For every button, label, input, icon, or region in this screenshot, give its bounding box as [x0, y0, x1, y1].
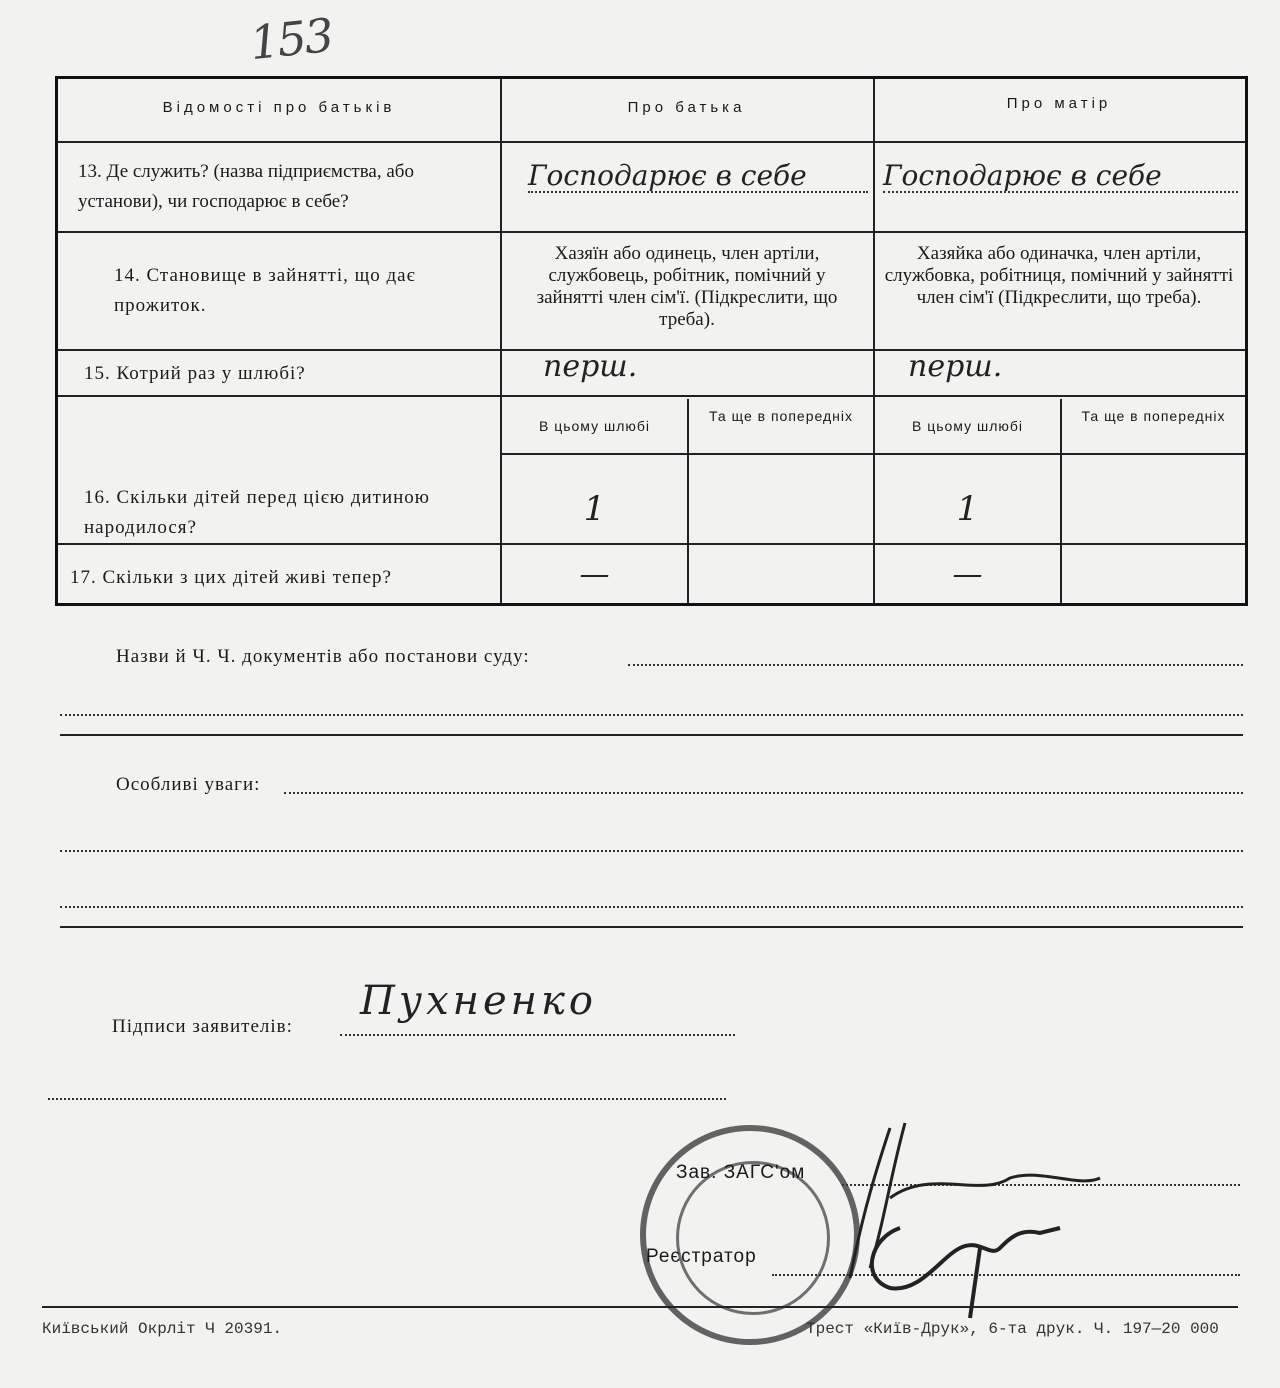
q15-question — [84, 359, 484, 389]
parents-info-table — [55, 76, 1248, 606]
row-divider-16 — [58, 543, 1245, 545]
documents-label: Назви й Ч. Ч. документів або постанови суду: — [116, 646, 530, 667]
documents-field[interactable] — [628, 664, 1243, 666]
q16-mother-this-value: 1 — [956, 489, 979, 529]
remarks-rule — [60, 926, 1243, 928]
q13-text: Де служить? (назва підприємства, або установи), чи господарює в себе? — [78, 161, 414, 212]
q14-question — [114, 261, 474, 321]
archive-number: 153 — [247, 7, 335, 71]
col-divider-mother-sub — [1060, 399, 1062, 603]
remarks-field[interactable] — [284, 792, 1243, 794]
q15-father-answer: перш. — [543, 349, 638, 384]
q16-text: Скільки дітей перед цією дитиною народилося? — [84, 487, 430, 538]
q16-father-sub-previous: Та ще в попередніх — [709, 408, 853, 424]
remarks-field-line-3[interactable] — [60, 906, 1243, 908]
zags-head-label: Зав. ЗАГС'ом — [676, 1162, 806, 1183]
q14-mother-options: Хазяйка або одиначка, член артіли, службовка, робітниця, помічний у зайнятті член сім'ї (Підкреслити, що треба). — [884, 243, 1234, 308]
signatures-field-line-2[interactable] — [48, 1098, 726, 1100]
q17-mother-this-value: — — [952, 557, 983, 592]
q17-text: Скільки з цих дітей живі тепер? — [102, 567, 392, 588]
q16-mother-sub-this: В цьому шлюбі — [911, 418, 1024, 434]
q17-number: 17. — [70, 567, 97, 588]
documents-rule — [60, 734, 1243, 736]
q15-text: Котрий раз у шлюбі? — [116, 363, 306, 384]
row-divider-header — [58, 141, 1245, 143]
q16-number: 16. — [84, 487, 111, 508]
row-divider-15 — [58, 395, 1245, 397]
q16-question — [84, 483, 494, 543]
q16-father-sub-this: В цьому шлюбі — [538, 418, 651, 434]
signatures-field[interactable] — [340, 1034, 735, 1036]
signatures-label: Підписи заявителів: — [112, 1016, 293, 1037]
q15-mother-answer: перш. — [908, 349, 1003, 384]
q16-mother-sub-previous: Та ще в попередніх — [1081, 408, 1226, 424]
header-info: Відомості про батьків — [162, 99, 396, 116]
applicant-signature: Пухненко — [360, 978, 597, 1024]
header-father: Про батька — [627, 99, 746, 116]
q13-question — [78, 157, 498, 217]
official-seal-stamp — [640, 1125, 860, 1345]
q13-mother-line — [883, 191, 1238, 193]
row-divider-13 — [58, 231, 1245, 233]
remarks-label: Особливі уваги: — [116, 774, 261, 795]
q13-number: 13. — [78, 161, 102, 182]
q14-father-options: Хазяїн або одинець, член артіли, службовець, робітник, помічний у зайнятті член сім'ї. (Підкреслити, що треба). — [536, 243, 838, 330]
footer-rule — [42, 1306, 1238, 1308]
row-divider-16-sub — [500, 453, 1245, 455]
q13-father-answer: Господарює в себе — [528, 159, 807, 192]
q17-question — [70, 563, 500, 593]
header-mother: Про матір — [1006, 95, 1112, 112]
footer-left-imprint: Київський Окрліт Ч 20391. — [42, 1320, 283, 1338]
q15-number: 15. — [84, 363, 111, 384]
col-divider-father-sub — [687, 399, 689, 603]
q16-father-this-value: 1 — [583, 489, 606, 529]
q13-father-line — [528, 191, 868, 193]
official-signatures — [830, 1108, 1120, 1338]
q14-number: 14. — [114, 265, 141, 286]
q14-text: Становище в зайнятті, що дає прожиток. — [114, 265, 416, 316]
documents-field-line-2[interactable] — [60, 714, 1243, 716]
q17-father-this-value: — — [579, 557, 610, 592]
q13-mother-answer: Господарює в себе — [883, 159, 1162, 192]
registrar-label: Реєстратор — [646, 1246, 757, 1267]
footer-right-imprint: Трест «Київ-Друк», 6-та друк. Ч. 197—20 000 — [806, 1320, 1219, 1338]
remarks-field-line-2[interactable] — [60, 850, 1243, 852]
